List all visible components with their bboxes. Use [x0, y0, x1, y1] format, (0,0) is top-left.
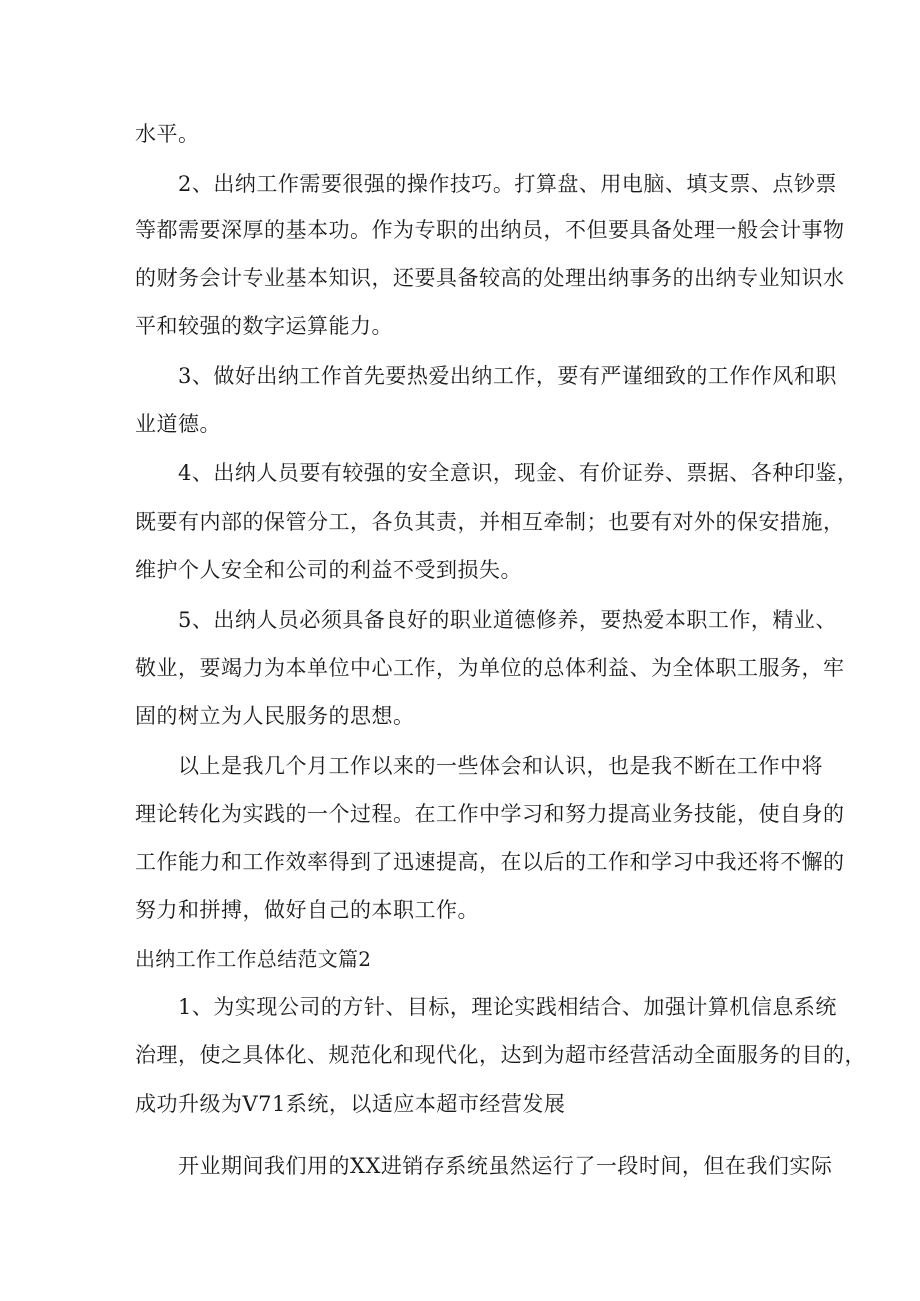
- paragraph-2-line: 2、出纳工作需要很强的操作技巧。打算盘、用电脑、填支票、点钞票: [178, 172, 837, 196]
- paragraph-4-line: 维护个人安全和公司的利益不受到损失。: [135, 558, 522, 582]
- section2-paragraph-1-line: 治理，使之具体化、规范化和现代化，达到为超市经营活动全面服务的目的，: [135, 1043, 866, 1067]
- section2-paragraph-1-line: 成功升级为V71系统，以适应本超市经营发展: [135, 1092, 566, 1116]
- conclusion-line: 以上是我几个月工作以来的一些体会和认识，也是我不断在工作中将: [178, 754, 823, 778]
- paragraph-4-line: 既要有内部的保管分工，各负其责，并相互牵制；也要有对外的保安措施，: [135, 510, 845, 534]
- paragraph-5-line: 固的树立为人民服务的思想。: [135, 704, 415, 728]
- paragraph-2-line: 平和较强的数字运算能力。: [135, 314, 393, 338]
- conclusion-line: 工作能力和工作效率得到了迅速提高，在以后的工作和学习中我还将不懈的: [135, 850, 845, 874]
- paragraph-4-line: 4、出纳人员要有较强的安全意识，现金、有价证券、票据、各种印鉴，: [178, 461, 859, 485]
- paragraph-2-line: 的财务会计专业基本知识，还要具备较高的处理出纳事务的出纳专业知识水: [135, 266, 845, 290]
- conclusion-line: 努力和拼搏，做好自己的本职工作。: [135, 898, 479, 922]
- paragraph-3-line: 业道德。: [135, 412, 221, 436]
- paragraph-3-line: 3、做好出纳工作首先要热爱出纳工作，要有严谨细致的工作作风和职: [178, 364, 837, 388]
- conclusion-line: 理论转化为实践的一个过程。在工作中学习和努力提高业务技能，使自身的: [135, 802, 845, 826]
- section2-paragraph-1-line: 1、为实现公司的方针、目标，理论实践相结合、加强计算机信息系统: [178, 995, 837, 1019]
- text-line: 水平。: [135, 122, 200, 146]
- paragraph-5-line: 敬业，要竭力为本单位中心工作，为单位的总体利益、为全体职工服务，牢: [135, 656, 845, 680]
- paragraph-2-line: 等都需要深厚的基本功。作为专职的出纳员，不但要具备处理一般会计事物: [135, 218, 845, 242]
- section-heading: 出纳工作工作总结范文篇2: [135, 947, 372, 971]
- paragraph-5-line: 5、出纳人员必须具备良好的职业道德修养，要热爱本职工作，精业、: [178, 608, 837, 632]
- section2-paragraph-2-line: 开业期间我们用的XX进销存系统虽然运行了一段时间，但在我们实际: [178, 1154, 833, 1178]
